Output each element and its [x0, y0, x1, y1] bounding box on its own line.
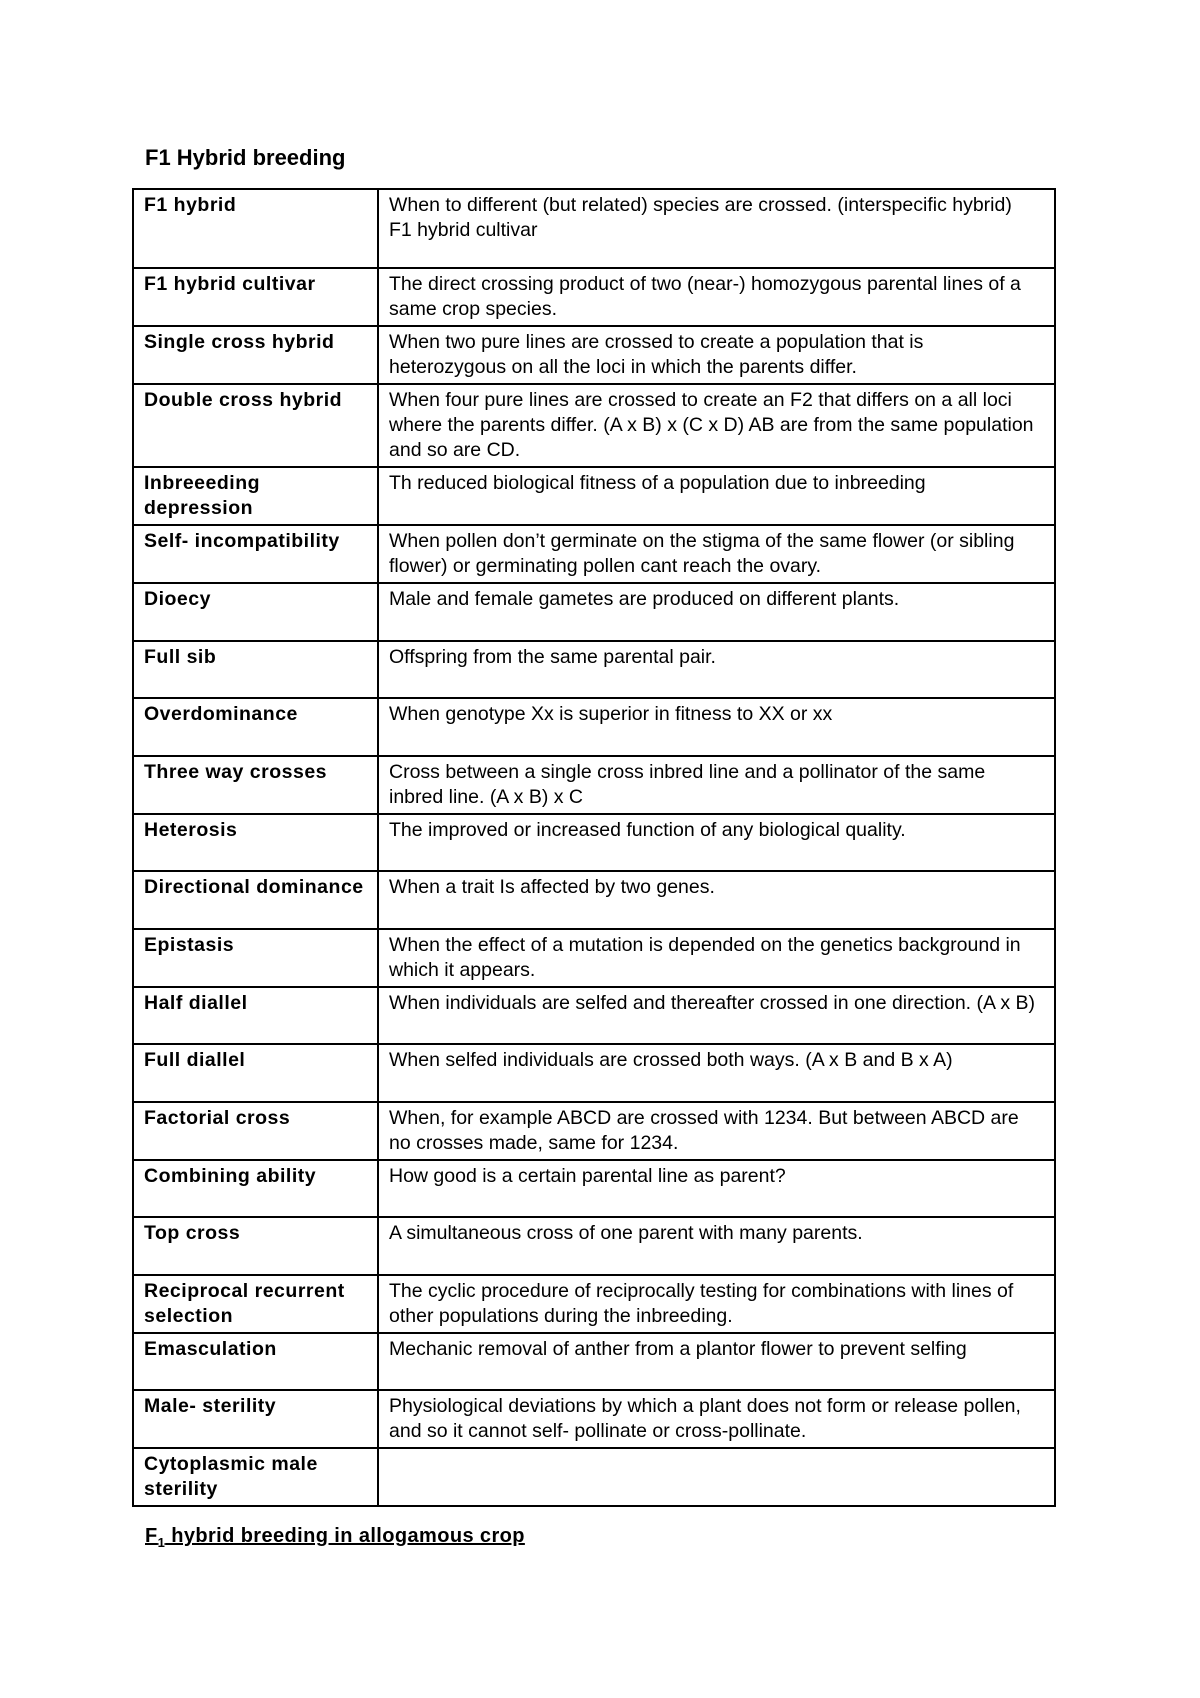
term-cell: Emasculation	[133, 1333, 378, 1391]
definition-cell: When, for example ABCD are crossed with 1234. But between ABCD are no crosses made, same for 1234.	[378, 1102, 1055, 1160]
definition-cell: When genotype Xx is superior in fitness to XX or xx	[378, 698, 1055, 756]
term-cell: Top cross	[133, 1217, 378, 1275]
glossary-body	[133, 189, 1055, 1506]
table-row	[133, 698, 1055, 756]
definition-cell: How good is a certain parental line as parent?	[378, 1160, 1055, 1218]
term-cell: Epistasis	[133, 929, 378, 987]
term-cell: Reciprocal recurrent selection	[133, 1275, 378, 1333]
term-cell: Male- sterility	[133, 1390, 378, 1448]
table-row	[133, 814, 1055, 872]
definition-cell: The improved or increased function of any biological quality.	[378, 814, 1055, 872]
definition-cell	[378, 1448, 1055, 1506]
term-cell: Full sib	[133, 641, 378, 699]
table-row	[133, 1275, 1055, 1333]
definition-cell: When individuals are selfed and thereafter crossed in one direction. (A x B)	[378, 987, 1055, 1045]
term-cell: Half diallel	[133, 987, 378, 1045]
term-cell: F1 hybrid cultivar	[133, 268, 378, 326]
table-row	[133, 987, 1055, 1045]
table-row	[133, 189, 1055, 268]
table-row	[133, 871, 1055, 929]
term-cell: Full diallel	[133, 1044, 378, 1102]
table-row	[133, 326, 1055, 384]
definition-cell: Cross between a single cross inbred line and a pollinator of the same inbred line. (A x B) x C	[378, 756, 1055, 814]
definition-cell: When the effect of a mutation is depended on the genetics background in which it appears.	[378, 929, 1055, 987]
term-cell: Combining ability	[133, 1160, 378, 1218]
term-cell: Single cross hybrid	[133, 326, 378, 384]
table-row	[133, 929, 1055, 987]
table-row	[133, 525, 1055, 583]
table-row	[133, 583, 1055, 641]
table-row	[133, 1044, 1055, 1102]
section-heading	[145, 1525, 525, 1550]
definition-cell: When selfed individuals are crossed both ways. (A x B and B x A)	[378, 1044, 1055, 1102]
table-row	[133, 384, 1055, 467]
definition-cell: Physiological deviations by which a plant does not form or release pollen, and so it cannot self- pollinate or cross-pollinate.	[378, 1390, 1055, 1448]
term-cell: Self- incompatibility	[133, 525, 378, 583]
definition-cell: Male and female gametes are produced on different plants.	[378, 583, 1055, 641]
term-cell: Double cross hybrid	[133, 384, 378, 467]
definition-cell: When four pure lines are crossed to create an F2 that differs on a all loci where the parents differ. (A x B) x (C x D) AB are from the same population and so are CD.	[378, 384, 1055, 467]
table-row	[133, 1217, 1055, 1275]
term-cell: Inbreeeding depression	[133, 467, 378, 525]
term-cell: Cytoplasmic male sterility	[133, 1448, 378, 1506]
term-cell: Directional dominance	[133, 871, 378, 929]
definition-cell: When to different (but related) species are crossed. (interspecific hybrid) F1 hybrid cultivar	[378, 189, 1055, 268]
table-row	[133, 756, 1055, 814]
page-title: F1 Hybrid breeding	[145, 145, 346, 170]
definition-cell: When two pure lines are crossed to create a population that is heterozygous on all the loci in which the parents differ.	[378, 326, 1055, 384]
section-heading-prefix: F	[145, 1525, 158, 1547]
table-row	[133, 467, 1055, 525]
table-row	[133, 268, 1055, 326]
definition-cell: Mechanic removal of anther from a plantor flower to prevent selfing	[378, 1333, 1055, 1391]
term-cell: Dioecy	[133, 583, 378, 641]
term-cell: Three way crosses	[133, 756, 378, 814]
section-heading-subscript: 1	[157, 1535, 166, 1550]
table-row	[133, 641, 1055, 699]
table-row	[133, 1160, 1055, 1218]
table-row	[133, 1102, 1055, 1160]
definition-cell: The direct crossing product of two (near-) homozygous parental lines of a same crop species.	[378, 268, 1055, 326]
definition-cell: When pollen don’t germinate on the stigma of the same flower (or sibling flower) or germinating pollen cant reach the ovary.	[378, 525, 1055, 583]
term-cell: Heterosis	[133, 814, 378, 872]
term-cell: F1 hybrid	[133, 189, 378, 268]
definition-cell: Th reduced biological fitness of a population due to inbreeding	[378, 467, 1055, 525]
definition-cell: The cyclic procedure of reciprocally testing for combinations with lines of other populations during the inbreeding.	[378, 1275, 1055, 1333]
table-row	[133, 1333, 1055, 1391]
term-cell: Overdominance	[133, 698, 378, 756]
definition-cell: When a trait Is affected by two genes.	[378, 871, 1055, 929]
definition-cell: Offspring from the same parental pair.	[378, 641, 1055, 699]
table-row	[133, 1448, 1055, 1506]
table-row	[133, 1390, 1055, 1448]
term-cell: Factorial cross	[133, 1102, 378, 1160]
section-heading-text: hybrid breeding in allogamous crop	[165, 1525, 525, 1547]
definition-cell: A simultaneous cross of one parent with many parents.	[378, 1217, 1055, 1275]
glossary-table	[132, 188, 1056, 1507]
